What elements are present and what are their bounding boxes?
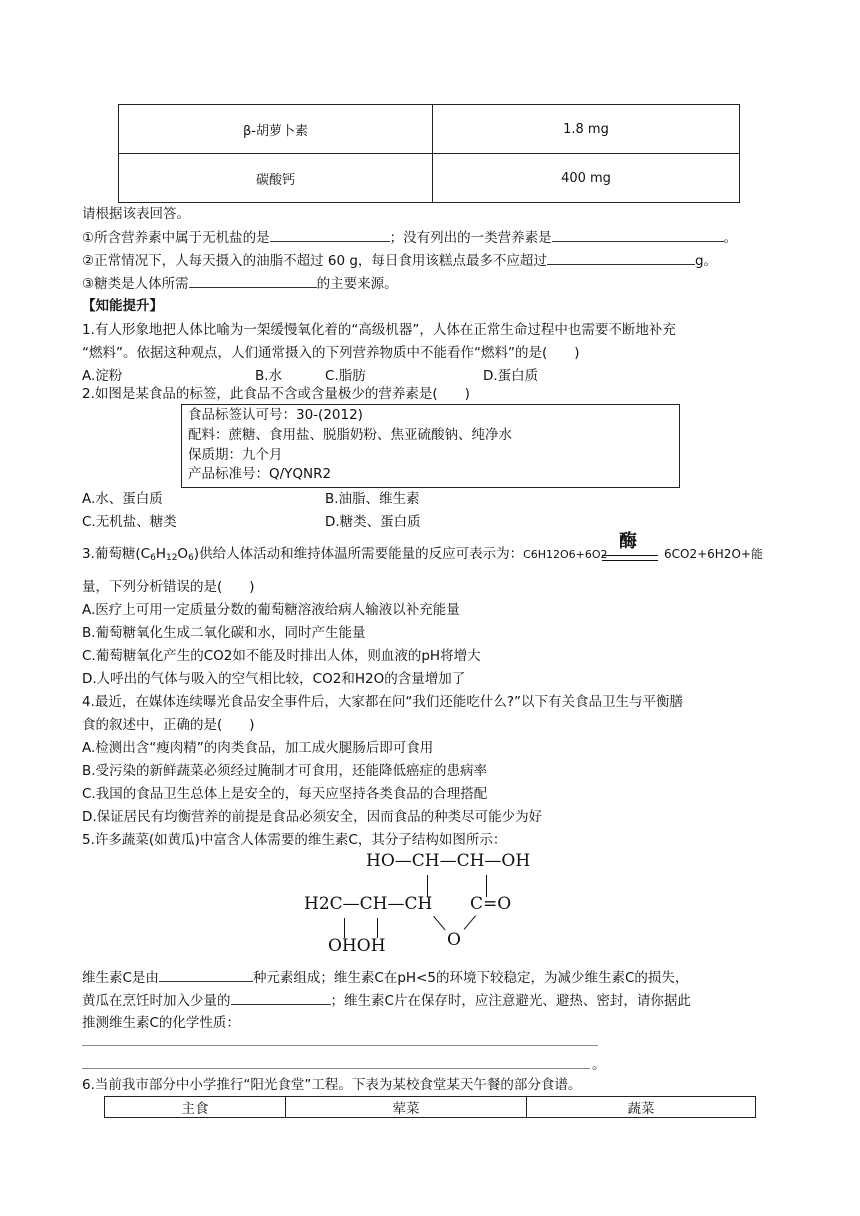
table-row (119, 105, 740, 154)
table-cell: 1.8 mg (433, 105, 740, 154)
label-line: 产品标准号：Q/YQNR2 (188, 466, 332, 482)
intro-text: 请根据该表回答。 (82, 206, 190, 222)
subscript: 6 (150, 553, 156, 563)
struct-middle-left: H2C—CH—CH (304, 894, 433, 914)
table-cell: β-胡萝卜素 (119, 105, 433, 154)
menu-table (104, 1096, 756, 1118)
equation-arrow (602, 555, 658, 561)
q1-option-b[interactable]: B.水 (255, 368, 283, 384)
table-cell: 400 mg (433, 154, 740, 203)
subscript: 12 (165, 553, 178, 563)
q1-option-c[interactable]: C.脂肪 (325, 368, 366, 384)
q3-stem (82, 544, 608, 568)
question-text: ②正常情况下，人每天摄入的油脂不超过 60 g，每日食用该糕点最多不应超过 (82, 253, 547, 269)
question-c (82, 273, 398, 294)
question-text: ①所含营养素中属于无机盐的是 (82, 230, 270, 246)
table-header: 蔬菜 (527, 1097, 756, 1118)
label-line: 保质期：九个月 (188, 447, 283, 463)
question-text: 黄瓜在烹饪时加入少量的 (82, 993, 231, 1009)
food-label-box (181, 404, 680, 488)
question-text: 。 (723, 230, 738, 246)
table-cell: 碳酸钙 (119, 154, 433, 203)
question-a (82, 227, 737, 248)
struct-middle-right: C=O (470, 894, 512, 914)
q4-line2: 食的叙述中，正确的是( ) (82, 717, 255, 733)
table-row (119, 154, 740, 203)
bond-line (433, 916, 445, 930)
question-text: 的主要来源。 (316, 276, 398, 292)
answer-blank[interactable] (270, 227, 390, 242)
answer-blank[interactable] (159, 967, 253, 982)
question-text: O (177, 546, 189, 562)
q5-line3: 推测维生素C的化学性质： (82, 1015, 240, 1031)
table-header: 主食 (105, 1097, 286, 1118)
question-text: g。 (694, 253, 718, 269)
q2-option-d[interactable]: D.糖类、蛋白质 (325, 514, 421, 530)
q3-option-a[interactable]: A.医疗上可用一定质量分数的葡萄糖溶液给病人输液以补充能量 (82, 602, 460, 618)
q4-option-b[interactable]: B.受污染的新鲜蔬菜必须经过腌制才可食用，还能降低癌症的患病率 (82, 763, 488, 779)
question-text: H (155, 546, 166, 562)
q2-option-b[interactable]: B.油脂、维生素 (325, 491, 420, 507)
label-line: 食品标签认可号：30-(2012) (188, 407, 363, 423)
answer-blank[interactable] (552, 227, 724, 242)
q3-line2: 量，下列分析错误的是( ) (82, 579, 255, 595)
question-text: ；维生素C片在保存时，应注意避光、避热、密封，请你据此 (330, 993, 691, 1009)
q4-line1: 4.最近，在媒体连续曝光食品安全事件后，大家都在问“我们还能吃什么?”以下有关食品卫生与平衡膳 (82, 694, 684, 710)
answer-line[interactable] (82, 1068, 590, 1069)
equation-left: C6H12O6+6O2 (523, 548, 608, 561)
bond-line (344, 918, 345, 938)
question-text: ③糖类是人体所需 (82, 276, 189, 292)
q3-option-d[interactable]: D.人呼出的气体与吸入的空气相比较，CO2和H2O的含量增加了 (82, 671, 466, 687)
q5-line1 (82, 967, 688, 988)
q5-stem: 5.许多蔬菜(如黄瓜)中富含人体需要的维生素C，其分子结构如图所示： (82, 832, 507, 848)
equation-right: 6CO2+6H2O+能 (664, 547, 763, 561)
answer-line[interactable] (82, 1045, 598, 1046)
label-line: 配料：蔗糖、食用盐、脱脂奶粉、焦亚硫酸钠、纯净水 (188, 427, 512, 443)
table-header: 荤菜 (286, 1097, 527, 1118)
q3-option-c[interactable]: C.葡萄糖氧化产生的CO2如不能及时排出人体，则血液的pH将增大 (82, 648, 481, 664)
subscript: 6 (188, 553, 194, 563)
q2-option-a[interactable]: A.水、蛋白质 (82, 491, 163, 507)
q5-end: 。 (592, 1057, 606, 1073)
nutrient-table (118, 104, 740, 203)
q5-line2 (82, 990, 691, 1011)
q1-line2: “燃料”。依据这种观点，人们通常摄入的下列营养物质中不能看作“燃料”的是( ) (82, 345, 580, 361)
q1-line1: 1.有人形象地把人体比喻为一架缓慢氧化着的“高级机器”，人体在正常生命过程中也需要不断地补充 (82, 322, 676, 338)
struct-bottom-o: O (447, 930, 461, 950)
enzyme-label: 酶 (619, 531, 637, 552)
answer-blank[interactable] (547, 250, 695, 265)
q3-option-b[interactable]: B.葡萄糖氧化生成二氧化碳和水，同时产生能量 (82, 625, 366, 641)
table-header-row (105, 1097, 756, 1118)
q6-stem: 6.当前我市部分中小学推行“阳光食堂”工程。下表为某校食堂某天午餐的部分食谱。 (82, 1077, 582, 1093)
q1-option-d[interactable]: D.蛋白质 (483, 368, 539, 384)
q4-option-d[interactable]: D.保证居民有均衡营养的前提是食品必须安全，因而食品的种类尽可能少为好 (82, 809, 543, 825)
question-b (82, 250, 717, 271)
question-text: ；没有列出的一类营养素是 (389, 230, 552, 246)
question-text: 3.葡萄糖(C (82, 546, 151, 562)
struct-bottom-left: OHOH (328, 936, 386, 956)
q4-option-c[interactable]: C.我国的食品卫生总体上是安全的，每天应坚持各类食品的合理搭配 (82, 786, 488, 802)
answer-blank[interactable] (189, 273, 317, 288)
question-text: 种元素组成；维生素C在pH<5的环境下较稳定，为减少维生素C的损失， (252, 970, 689, 986)
question-text: 维生素C是由 (82, 970, 159, 986)
q1-option-a[interactable]: A.淀粉 (82, 368, 123, 384)
q2-stem: 2.如图是某食品的标签，此食品不含或含量极少的营养素是( ) (82, 386, 470, 402)
q2-option-c[interactable]: C.无机盐、糖类 (82, 514, 177, 530)
struct-top: HO—CH—CH—OH (366, 851, 531, 871)
q4-option-a[interactable]: A.检测出含“瘦肉精”的肉类食品，加工成火腿肠后即可食用 (82, 740, 434, 756)
answer-blank[interactable] (231, 990, 331, 1005)
bond-line (377, 918, 378, 938)
section-title: 【知能提升】 (82, 298, 163, 314)
vitamin-c-structure (300, 848, 570, 960)
question-text: )供给人体活动和维持体温所需要能量的反应可表示为： (193, 546, 524, 562)
bond-line (464, 915, 476, 929)
